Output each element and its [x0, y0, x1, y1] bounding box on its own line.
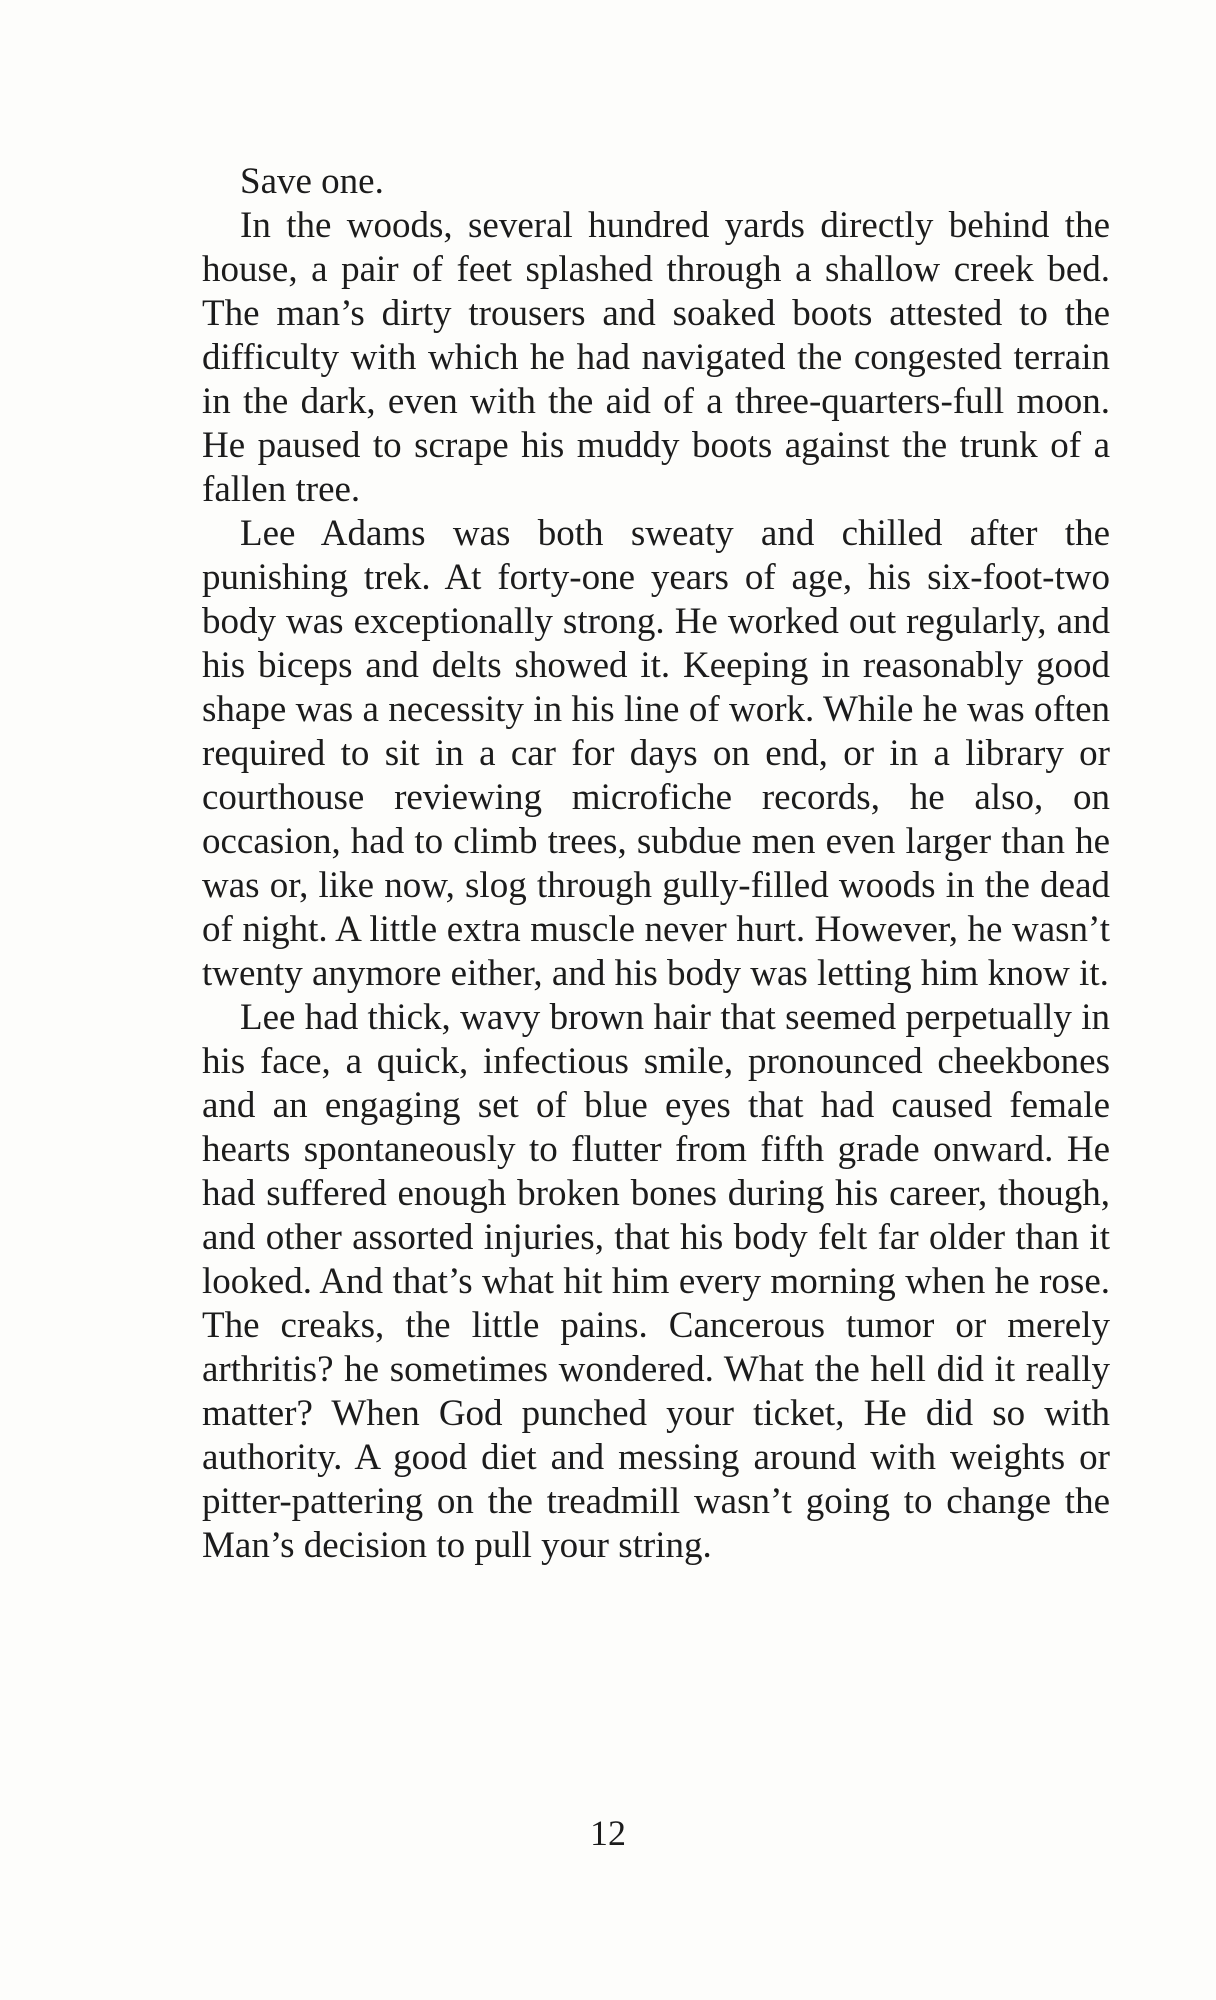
body-text — [202, 160, 1110, 1568]
paragraph-3: Lee Adams was both sweaty and chilled after the punishing trek. At forty-one years of age, his six-foot-two body was exceptionally strong. He worked out regularly, and his biceps and delts showed it. Keeping in reasonably good shape was a necessity in his line of work. While he was often required to sit in a car for days on end, or in a library or courthouse reviewing microfiche records, he also, on occasion, had to climb trees, subdue men even larger than he was or, like now, slog through gully-filled woods in the dead of night. A little extra muscle never hurt. However, he wasn’t twenty anymore either, and his body was letting him know it. — [202, 513, 1110, 994]
paragraph-1: Save one. — [240, 161, 384, 202]
paragraph-4: Lee had thick, wavy brown hair that seemed perpetually in his face, a quick, infectious smile, pronounced cheekbones and an engaging set of blue eyes that had caused female hearts spontaneously to flutter from fifth grade onward. He had suffered enough broken bones during his career, though, and other assorted injuries, that his body felt far older than it looked. And that’s what hit him every morning when he rose. The creaks, the little pains. Cancerous tumor or merely arthritis? he sometimes wondered. What the hell did it really matter? When God punched your ticket, He did so with authority. A good diet and messing around with weights or pitter-pattering on the treadmill wasn’t going to change the Man’s decision to pull your string. — [202, 997, 1110, 1566]
paragraph-2: In the woods, several hundred yards directly behind the house, a pair of feet splashed through a shallow creek bed. The man’s dirty trousers and soaked boots attested to the difficulty with which he had navigated the congested terrain in the dark, even with the aid of a three-quarters-full moon. He paused to scrape his muddy boots against the trunk of a fallen tree. — [202, 205, 1110, 510]
page-number: 12 — [590, 1813, 626, 1853]
